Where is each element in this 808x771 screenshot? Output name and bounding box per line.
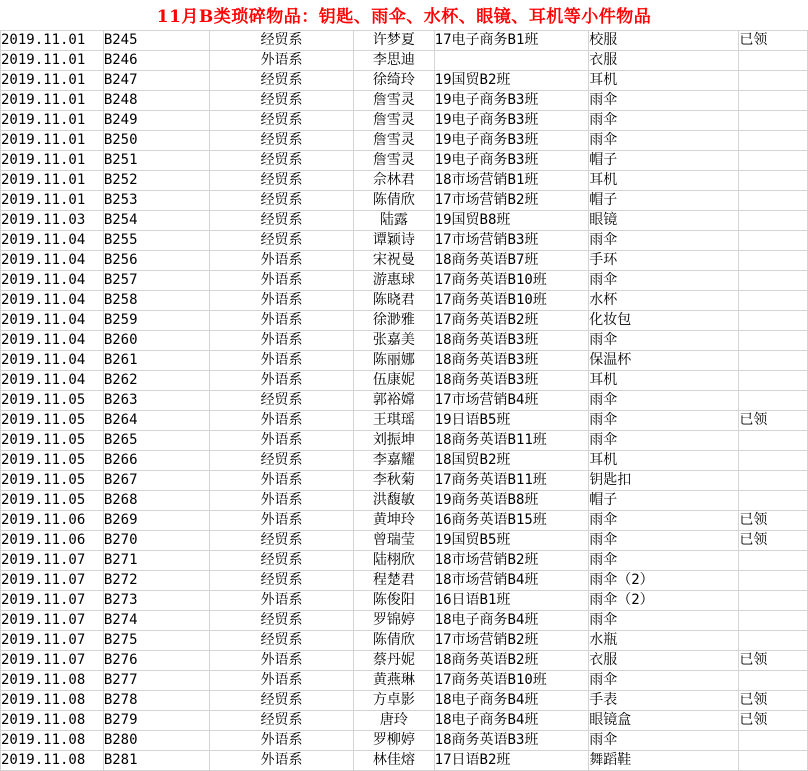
department-cell[interactable]: 经贸系 [210, 691, 354, 711]
table-row [1, 471, 808, 491]
date-cell[interactable]: 2019.11.01 [1, 71, 104, 91]
code-cell[interactable]: B247 [103, 71, 209, 91]
department-cell[interactable]: 外语系 [210, 731, 354, 751]
class-cell[interactable]: 19日语B5班 [434, 411, 589, 431]
date-cell[interactable]: 2019.11.04 [1, 231, 104, 251]
table-row [1, 71, 808, 91]
class-cell[interactable]: 17市场营销B4班 [434, 391, 589, 411]
code-cell[interactable]: B250 [103, 131, 209, 151]
table-row [1, 731, 808, 751]
table-row [1, 451, 808, 471]
name-cell[interactable]: 陈倩欣 [354, 631, 435, 651]
department-cell[interactable]: 经贸系 [210, 131, 354, 151]
department-cell[interactable]: 经贸系 [210, 91, 354, 111]
class-cell[interactable]: 19电子商务B3班 [434, 151, 589, 171]
table-row [1, 331, 808, 351]
class-cell[interactable]: 18电子商务B4班 [434, 691, 589, 711]
code-cell[interactable]: B262 [103, 371, 209, 391]
date-cell[interactable]: 2019.11.01 [1, 191, 104, 211]
department-cell[interactable]: 经贸系 [210, 531, 354, 551]
class-cell[interactable]: 17商务英语B11班 [434, 471, 589, 491]
department-cell[interactable]: 经贸系 [210, 111, 354, 131]
date-cell[interactable]: 2019.11.01 [1, 171, 104, 191]
code-cell[interactable]: B279 [103, 711, 209, 731]
department-cell[interactable]: 经贸系 [210, 551, 354, 571]
department-cell[interactable]: 经贸系 [210, 151, 354, 171]
class-cell[interactable]: 17商务英语B10班 [434, 291, 589, 311]
class-cell[interactable]: 18商务英语B11班 [434, 431, 589, 451]
date-cell[interactable]: 2019.11.04 [1, 311, 104, 331]
table-row [1, 631, 808, 651]
code-cell[interactable]: B257 [103, 271, 209, 291]
code-cell[interactable]: B269 [103, 511, 209, 531]
item-cell[interactable]: 手表 [589, 691, 739, 711]
name-cell[interactable]: 陆栩欣 [354, 551, 435, 571]
name-cell[interactable]: 陈晓君 [354, 291, 435, 311]
date-cell[interactable]: 2019.11.05 [1, 491, 104, 511]
class-cell[interactable]: 19商务英语B8班 [434, 491, 589, 511]
date-cell[interactable]: 2019.11.07 [1, 611, 104, 631]
status-cell[interactable] [739, 71, 808, 91]
date-cell[interactable]: 2019.11.05 [1, 391, 104, 411]
class-cell[interactable]: 17市场营销B3班 [434, 231, 589, 251]
status-cell[interactable] [739, 111, 808, 131]
table-row [1, 411, 808, 431]
date-cell[interactable]: 2019.11.06 [1, 511, 104, 531]
code-cell[interactable]: B245 [103, 31, 209, 51]
name-cell[interactable]: 蔡丹妮 [354, 651, 435, 671]
date-cell[interactable]: 2019.11.07 [1, 571, 104, 591]
name-cell[interactable]: 林佳熔 [354, 751, 435, 771]
class-cell[interactable]: 19国贸B2班 [434, 71, 589, 91]
code-cell[interactable]: B246 [103, 51, 209, 71]
class-cell[interactable]: 19电子商务B3班 [434, 111, 589, 131]
status-cell[interactable] [739, 231, 808, 251]
code-cell[interactable]: B275 [103, 631, 209, 651]
status-cell[interactable] [739, 671, 808, 691]
table-row [1, 111, 808, 131]
code-cell[interactable]: B256 [103, 251, 209, 271]
code-cell[interactable]: B254 [103, 211, 209, 231]
code-cell[interactable]: B259 [103, 311, 209, 331]
name-cell[interactable]: 谭颖诗 [354, 231, 435, 251]
status-cell[interactable] [739, 211, 808, 231]
status-cell[interactable]: 已领 [739, 31, 808, 51]
item-cell[interactable]: 雨伞 [589, 611, 739, 631]
class-cell[interactable]: 18商务英语B3班 [434, 331, 589, 351]
table-row [1, 391, 808, 411]
status-cell[interactable] [739, 391, 808, 411]
status-cell[interactable] [739, 591, 808, 611]
name-cell[interactable]: 唐玲 [354, 711, 435, 731]
date-cell[interactable]: 2019.11.04 [1, 291, 104, 311]
code-cell[interactable]: B266 [103, 451, 209, 471]
item-cell[interactable]: 雨伞（2） [589, 591, 739, 611]
date-cell[interactable]: 2019.11.04 [1, 351, 104, 371]
status-cell[interactable] [739, 371, 808, 391]
date-cell[interactable]: 2019.11.05 [1, 471, 104, 491]
class-cell[interactable]: 19电子商务B3班 [434, 91, 589, 111]
name-cell[interactable]: 陈俊阳 [354, 591, 435, 611]
name-cell[interactable]: 李秋菊 [354, 471, 435, 491]
department-cell[interactable]: 外语系 [210, 411, 354, 431]
class-cell[interactable]: 18市场营销B2班 [434, 551, 589, 571]
name-cell[interactable]: 陈倩欣 [354, 191, 435, 211]
title-row[interactable] [0, 0, 808, 31]
table-row [1, 211, 808, 231]
department-cell[interactable]: 外语系 [210, 271, 354, 291]
date-cell[interactable]: 2019.11.08 [1, 751, 104, 771]
name-cell[interactable]: 詹雪灵 [354, 111, 435, 131]
name-cell[interactable]: 曾瑞莹 [354, 531, 435, 551]
class-cell[interactable]: 18市场营销B1班 [434, 171, 589, 191]
status-cell[interactable] [739, 331, 808, 351]
code-cell[interactable]: B278 [103, 691, 209, 711]
name-cell[interactable]: 李嘉耀 [354, 451, 435, 471]
date-cell[interactable]: 2019.11.05 [1, 451, 104, 471]
date-cell[interactable]: 2019.11.07 [1, 551, 104, 571]
status-cell[interactable]: 已领 [739, 691, 808, 711]
item-cell[interactable]: 耳机 [589, 371, 739, 391]
item-cell[interactable]: 舞蹈鞋 [589, 751, 739, 771]
name-cell[interactable]: 宋祝曼 [354, 251, 435, 271]
department-cell[interactable]: 经贸系 [210, 711, 354, 731]
department-cell[interactable]: 外语系 [210, 491, 354, 511]
code-cell[interactable]: B270 [103, 531, 209, 551]
name-cell[interactable]: 伍康妮 [354, 371, 435, 391]
name-cell[interactable]: 詹雪灵 [354, 91, 435, 111]
class-cell[interactable] [434, 51, 589, 71]
item-cell[interactable]: 钥匙扣 [589, 471, 739, 491]
table-row [1, 671, 808, 691]
name-cell[interactable]: 郭裕嫦 [354, 391, 435, 411]
date-cell[interactable]: 2019.11.01 [1, 131, 104, 151]
name-cell[interactable]: 陆露 [354, 211, 435, 231]
item-cell[interactable]: 雨伞 [589, 391, 739, 411]
class-cell[interactable]: 19国贸B5班 [434, 531, 589, 551]
department-cell[interactable]: 外语系 [210, 251, 354, 271]
department-cell[interactable]: 外语系 [210, 431, 354, 451]
department-cell[interactable]: 外语系 [210, 751, 354, 771]
date-cell[interactable]: 2019.11.01 [1, 151, 104, 171]
department-cell[interactable]: 经贸系 [210, 571, 354, 591]
class-cell[interactable]: 18商务英语B2班 [434, 651, 589, 671]
name-cell[interactable]: 刘振坤 [354, 431, 435, 451]
department-cell[interactable]: 经贸系 [210, 231, 354, 251]
date-cell[interactable]: 2019.11.08 [1, 671, 104, 691]
item-cell[interactable]: 眼镜 [589, 211, 739, 231]
department-cell[interactable]: 经贸系 [210, 391, 354, 411]
status-cell[interactable] [739, 191, 808, 211]
name-cell[interactable]: 詹雪灵 [354, 131, 435, 151]
date-cell[interactable]: 2019.11.03 [1, 211, 104, 231]
status-cell[interactable] [739, 471, 808, 491]
table-row [1, 651, 808, 671]
name-cell[interactable]: 陈丽娜 [354, 351, 435, 371]
class-cell[interactable]: 17电子商务B1班 [434, 31, 589, 51]
name-cell[interactable]: 许梦夏 [354, 31, 435, 51]
class-cell[interactable]: 18商务英语B7班 [434, 251, 589, 271]
item-cell[interactable]: 化妆包 [589, 311, 739, 331]
status-cell[interactable] [739, 271, 808, 291]
item-cell[interactable]: 耳机 [589, 171, 739, 191]
department-cell[interactable]: 外语系 [210, 331, 354, 351]
name-cell[interactable]: 黄坤玲 [354, 511, 435, 531]
status-cell[interactable] [739, 51, 808, 71]
class-cell[interactable]: 17商务英语B10班 [434, 671, 589, 691]
department-cell[interactable]: 外语系 [210, 51, 354, 71]
table-row [1, 311, 808, 331]
table-row [1, 371, 808, 391]
date-cell[interactable]: 2019.11.05 [1, 411, 104, 431]
status-cell[interactable]: 已领 [739, 511, 808, 531]
code-cell[interactable]: B277 [103, 671, 209, 691]
status-cell[interactable] [739, 491, 808, 511]
date-cell[interactable]: 2019.11.06 [1, 531, 104, 551]
department-cell[interactable]: 经贸系 [210, 31, 354, 51]
lost-items-table [0, 30, 808, 771]
name-cell[interactable]: 洪馥敏 [354, 491, 435, 511]
item-cell[interactable]: 帽子 [589, 191, 739, 211]
date-cell[interactable]: 2019.11.04 [1, 331, 104, 351]
table-row [1, 711, 808, 731]
date-cell[interactable]: 2019.11.07 [1, 631, 104, 651]
class-cell[interactable]: 18电子商务B4班 [434, 711, 589, 731]
item-cell[interactable]: 耳机 [589, 451, 739, 471]
table-row [1, 491, 808, 511]
class-cell[interactable]: 18市场营销B4班 [434, 571, 589, 591]
department-cell[interactable]: 外语系 [210, 471, 354, 491]
code-cell[interactable]: B249 [103, 111, 209, 131]
table-row [1, 591, 808, 611]
department-cell[interactable]: 经贸系 [210, 631, 354, 651]
table-row [1, 151, 808, 171]
status-cell[interactable] [739, 171, 808, 191]
item-cell[interactable]: 保温杯 [589, 351, 739, 371]
name-cell[interactable]: 游惠球 [354, 271, 435, 291]
department-cell[interactable]: 经贸系 [210, 191, 354, 211]
code-cell[interactable]: B280 [103, 731, 209, 751]
item-cell[interactable]: 雨伞 [589, 671, 739, 691]
date-cell[interactable]: 2019.11.05 [1, 431, 104, 451]
department-cell[interactable]: 外语系 [210, 511, 354, 531]
table-row [1, 51, 808, 71]
table-row [1, 131, 808, 151]
status-cell[interactable] [739, 291, 808, 311]
name-cell[interactable]: 方卓影 [354, 691, 435, 711]
table-row [1, 351, 808, 371]
date-cell[interactable]: 2019.11.01 [1, 31, 104, 51]
code-cell[interactable]: B260 [103, 331, 209, 351]
code-cell[interactable]: B274 [103, 611, 209, 631]
name-cell[interactable]: 罗锦婷 [354, 611, 435, 631]
code-cell[interactable]: B273 [103, 591, 209, 611]
code-cell[interactable]: B276 [103, 651, 209, 671]
item-cell[interactable]: 雨伞 [589, 131, 739, 151]
department-cell[interactable]: 外语系 [210, 291, 354, 311]
status-cell[interactable] [739, 431, 808, 451]
department-cell[interactable]: 外语系 [210, 671, 354, 691]
date-cell[interactable]: 2019.11.07 [1, 591, 104, 611]
table-row [1, 191, 808, 211]
table-row [1, 571, 808, 591]
name-cell[interactable]: 王琪瑶 [354, 411, 435, 431]
name-cell[interactable]: 黄燕琳 [354, 671, 435, 691]
item-cell[interactable]: 雨伞 [589, 111, 739, 131]
code-cell[interactable]: B263 [103, 391, 209, 411]
status-cell[interactable]: 已领 [739, 711, 808, 731]
item-cell[interactable]: 衣服 [589, 51, 739, 71]
table-row [1, 691, 808, 711]
date-cell[interactable]: 2019.11.04 [1, 271, 104, 291]
class-cell[interactable]: 18商务英语B3班 [434, 351, 589, 371]
department-cell[interactable]: 外语系 [210, 351, 354, 371]
name-cell[interactable]: 张嘉美 [354, 331, 435, 351]
item-cell[interactable]: 雨伞 [589, 271, 739, 291]
class-cell[interactable]: 17日语B2班 [434, 751, 589, 771]
status-cell[interactable] [739, 631, 808, 651]
code-cell[interactable]: B271 [103, 551, 209, 571]
date-cell[interactable]: 2019.11.07 [1, 651, 104, 671]
class-cell[interactable]: 18商务英语B3班 [434, 371, 589, 391]
class-cell[interactable]: 17商务英语B10班 [434, 271, 589, 291]
status-cell[interactable] [739, 131, 808, 151]
table-row [1, 231, 808, 251]
code-cell[interactable]: B253 [103, 191, 209, 211]
sheet-title[interactable]: 11月B类琐碎物品：钥匙、雨伞、水杯、眼镜、耳机等小件物品 [156, 7, 652, 27]
status-cell[interactable]: 已领 [739, 531, 808, 551]
code-cell[interactable]: B258 [103, 291, 209, 311]
date-cell[interactable]: 2019.11.08 [1, 711, 104, 731]
table-row [1, 511, 808, 531]
department-cell[interactable]: 经贸系 [210, 611, 354, 631]
status-cell[interactable] [739, 731, 808, 751]
name-cell[interactable]: 徐渺雅 [354, 311, 435, 331]
item-cell[interactable]: 水瓶 [589, 631, 739, 651]
item-cell[interactable]: 雨伞 [589, 531, 739, 551]
item-cell[interactable]: 雨伞 [589, 91, 739, 111]
item-cell[interactable]: 手环 [589, 251, 739, 271]
class-cell[interactable]: 18国贸B2班 [434, 451, 589, 471]
table-row [1, 91, 808, 111]
class-cell[interactable]: 16商务英语B15班 [434, 511, 589, 531]
class-cell[interactable]: 16日语B1班 [434, 591, 589, 611]
item-cell[interactable]: 雨伞 [589, 431, 739, 451]
table-row [1, 251, 808, 271]
item-cell[interactable]: 雨伞 [589, 731, 739, 751]
item-cell[interactable]: 雨伞 [589, 231, 739, 251]
table-row [1, 291, 808, 311]
class-cell[interactable]: 19国贸B8班 [434, 211, 589, 231]
item-cell[interactable]: 校服 [589, 31, 739, 51]
department-cell[interactable]: 外语系 [210, 371, 354, 391]
status-cell[interactable]: 已领 [739, 411, 808, 431]
item-cell[interactable]: 水杯 [589, 291, 739, 311]
date-cell[interactable]: 2019.11.01 [1, 91, 104, 111]
department-cell[interactable]: 外语系 [210, 311, 354, 331]
item-cell[interactable]: 雨伞（2） [589, 571, 739, 591]
department-cell[interactable]: 经贸系 [210, 71, 354, 91]
item-cell[interactable]: 雨伞 [589, 551, 739, 571]
item-cell[interactable]: 雨伞 [589, 411, 739, 431]
status-cell[interactable] [739, 151, 808, 171]
date-cell[interactable]: 2019.11.01 [1, 51, 104, 71]
status-cell[interactable] [739, 551, 808, 571]
code-cell[interactable]: B265 [103, 431, 209, 451]
date-cell[interactable]: 2019.11.04 [1, 251, 104, 271]
class-cell[interactable]: 18商务英语B3班 [434, 731, 589, 751]
department-cell[interactable]: 经贸系 [210, 211, 354, 231]
name-cell[interactable]: 詹雪灵 [354, 151, 435, 171]
status-cell[interactable] [739, 351, 808, 371]
status-cell[interactable] [739, 611, 808, 631]
status-cell[interactable] [739, 91, 808, 111]
item-cell[interactable]: 帽子 [589, 151, 739, 171]
table-row [1, 431, 808, 451]
table-row [1, 551, 808, 571]
class-cell[interactable]: 19电子商务B3班 [434, 131, 589, 151]
class-cell[interactable]: 17市场营销B2班 [434, 191, 589, 211]
table-row [1, 271, 808, 291]
code-cell[interactable]: B281 [103, 751, 209, 771]
class-cell[interactable]: 17商务英语B2班 [434, 311, 589, 331]
table-row [1, 751, 808, 771]
item-cell[interactable]: 眼镜盒 [589, 711, 739, 731]
item-cell[interactable]: 耳机 [589, 71, 739, 91]
item-cell[interactable]: 雨伞 [589, 511, 739, 531]
name-cell[interactable]: 罗柳婷 [354, 731, 435, 751]
department-cell[interactable]: 经贸系 [210, 171, 354, 191]
table-row [1, 31, 808, 51]
class-cell[interactable]: 18电子商务B4班 [434, 611, 589, 631]
class-cell[interactable]: 17市场营销B2班 [434, 631, 589, 651]
item-cell[interactable]: 帽子 [589, 491, 739, 511]
table-row [1, 531, 808, 551]
table-row [1, 611, 808, 631]
name-cell[interactable]: 程楚君 [354, 571, 435, 591]
item-cell[interactable]: 雨伞 [589, 331, 739, 351]
code-cell[interactable]: B267 [103, 471, 209, 491]
name-cell[interactable]: 徐绮玲 [354, 71, 435, 91]
date-cell[interactable]: 2019.11.01 [1, 111, 104, 131]
table-row [1, 171, 808, 191]
code-cell[interactable]: B252 [103, 171, 209, 191]
department-cell[interactable]: 外语系 [210, 651, 354, 671]
name-cell[interactable]: 李思迪 [354, 51, 435, 71]
department-cell[interactable]: 外语系 [210, 591, 354, 611]
item-cell[interactable]: 衣服 [589, 651, 739, 671]
department-cell[interactable]: 经贸系 [210, 451, 354, 471]
code-cell[interactable]: B261 [103, 351, 209, 371]
status-cell[interactable] [739, 251, 808, 271]
code-cell[interactable]: B251 [103, 151, 209, 171]
date-cell[interactable]: 2019.11.08 [1, 691, 104, 711]
status-cell[interactable] [739, 451, 808, 471]
code-cell[interactable]: B264 [103, 411, 209, 431]
code-cell[interactable]: B272 [103, 571, 209, 591]
code-cell[interactable]: B255 [103, 231, 209, 251]
date-cell[interactable]: 2019.11.04 [1, 371, 104, 391]
date-cell[interactable]: 2019.11.08 [1, 731, 104, 751]
status-cell[interactable] [739, 751, 808, 771]
status-cell[interactable] [739, 571, 808, 591]
name-cell[interactable]: 佘林君 [354, 171, 435, 191]
status-cell[interactable] [739, 311, 808, 331]
code-cell[interactable]: B268 [103, 491, 209, 511]
code-cell[interactable]: B248 [103, 91, 209, 111]
status-cell[interactable]: 已领 [739, 651, 808, 671]
